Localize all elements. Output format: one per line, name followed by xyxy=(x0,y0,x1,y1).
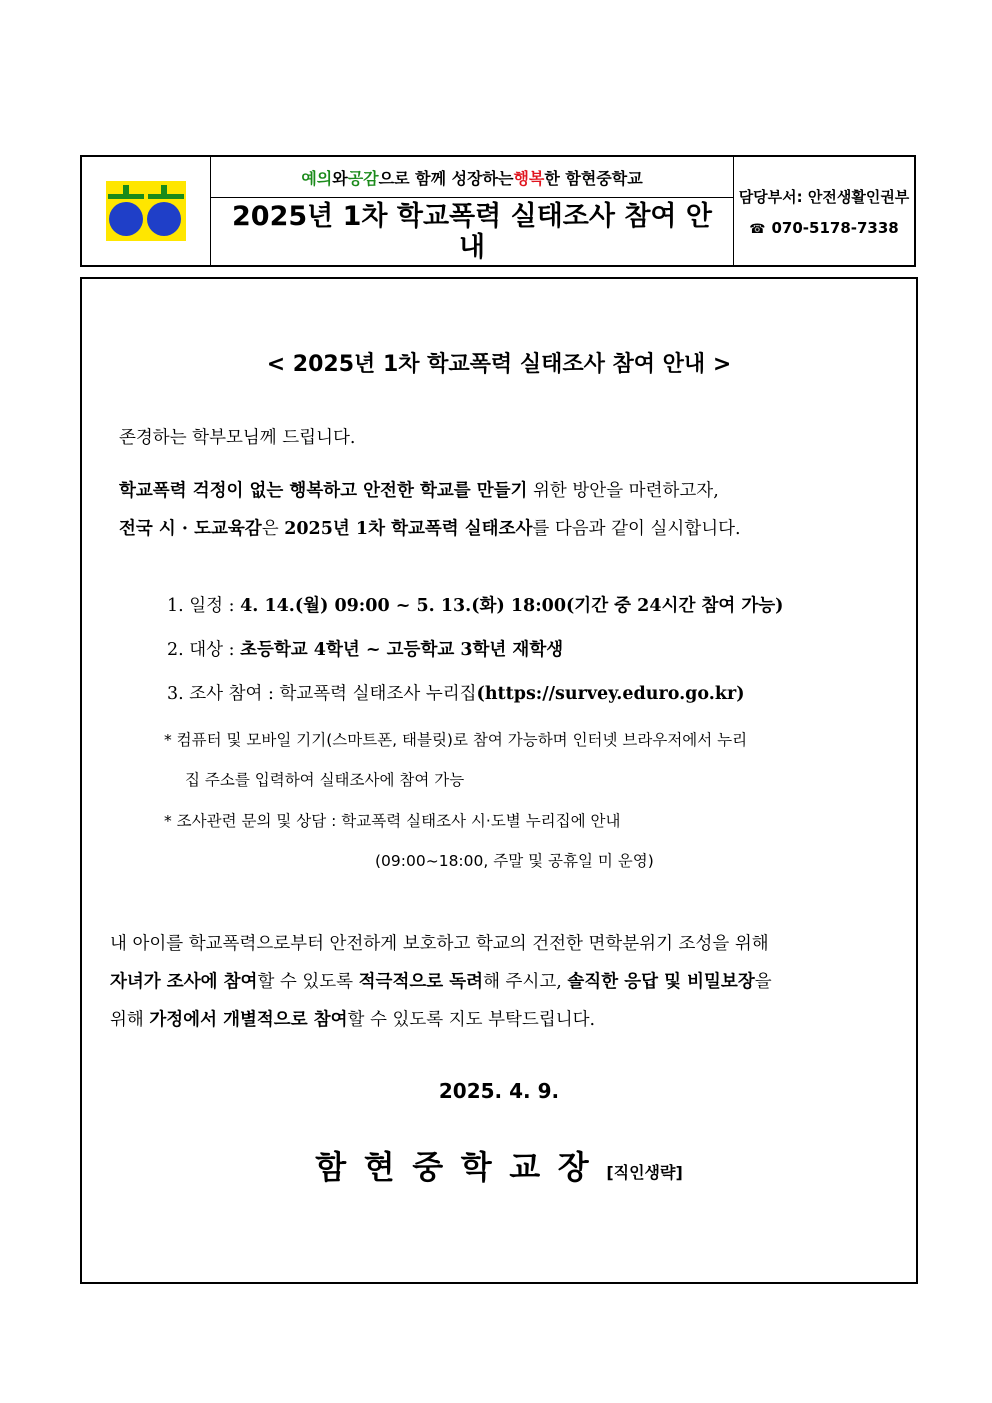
schedule-item xyxy=(167,592,783,617)
text: 할 수 있도록 지도 부탁드립니다. xyxy=(347,1010,596,1030)
note-line: (09:00~18:00, 주말 및 공휴일 미 운영) xyxy=(375,852,654,870)
text: 을 xyxy=(754,972,772,992)
note-line: * 조사관련 문의 및 상담 : 학교폭력 실태조사 시·도별 누리집에 안내 xyxy=(164,812,621,830)
item-value: 4. 14.(월) 09:00 ~ 5. 13.(화) 18:00(기간 중 24시간 참여 가능) xyxy=(240,596,784,616)
text: 은 xyxy=(261,519,285,539)
school-logo xyxy=(106,181,186,241)
header-table xyxy=(80,155,916,267)
closing-line: 내 아이를 학교폭력으로부터 안전하게 보호하고 학교의 건전한 면학분위기 조성을 위해 xyxy=(110,934,769,954)
phone-row xyxy=(749,219,898,237)
text: 를 다음과 같이 실시합니다. xyxy=(532,519,741,539)
notice-date: 2025. 4. 9. xyxy=(438,1079,560,1103)
note-line: 집 주소를 입력하여 실태조사에 참여 가능 xyxy=(185,771,465,789)
item-value: 초등학교 4학년 ~ 고등학교 3학년 재학생 xyxy=(240,640,564,660)
text: 위해 xyxy=(110,1010,150,1030)
emphasis: 2025년 1차 학교폭력 실태조사 xyxy=(284,519,533,539)
closing-line xyxy=(110,968,772,993)
school-motto xyxy=(211,157,733,198)
motto-part: 예의 xyxy=(301,168,333,188)
greeting: 존경하는 학부모님께 드립니다. xyxy=(119,428,356,448)
logo-text: 함우 xyxy=(146,239,148,240)
motto-part: 으로 함께 성장하는 xyxy=(378,168,514,188)
text: 위한 방안을 마련하고자, xyxy=(527,481,719,501)
logo-cell xyxy=(82,157,211,265)
closing-line xyxy=(110,1006,595,1031)
item-label: 1. 일정 : xyxy=(167,596,241,616)
emphasis: 자녀가 조사에 참여 xyxy=(110,972,258,992)
text: 할 수 있도록 xyxy=(257,972,359,992)
target-item xyxy=(167,636,563,661)
note-line: * 컴퓨터 및 모바일 기기(스마트폰, 태블릿)로 참여 가능하며 인터넷 브라우저에서 누리 xyxy=(164,731,748,749)
seal-omitted-note: [직인생략] xyxy=(606,1163,683,1182)
motto-part: 행복 xyxy=(513,168,545,188)
notice-heading: < 2025년 1차 학교폭력 실태조사 참여 안내 > xyxy=(266,352,732,377)
emphasis: 적극적으로 독려 xyxy=(358,972,484,992)
emphasis: 솔직한 응답 및 비밀보장 xyxy=(567,972,755,992)
contact-cell xyxy=(734,157,914,265)
signature-block xyxy=(82,1142,916,1188)
motto-part: 한 함현중학교 xyxy=(544,168,643,188)
text: 해 주시고, xyxy=(483,972,568,992)
motto-part: 공감 xyxy=(347,168,379,188)
motto-part: 와 xyxy=(332,168,348,188)
principal-signature: 함현중학교장 xyxy=(315,1148,607,1186)
item-label: 3. 조사 참여 : 학교폭력 실태조사 누리집 xyxy=(167,684,477,704)
document-title: 2025년 1차 학교폭력 실태조사 참여 안내 xyxy=(232,200,712,263)
department: 담당부서: 안전생활인권부 xyxy=(738,187,910,206)
notice-body xyxy=(80,277,918,1284)
paragraph-line xyxy=(119,477,719,502)
emphasis: 학교폭력 걱정이 없는 행복하고 안전한 학교를 만들기 xyxy=(119,481,528,501)
paragraph-line xyxy=(119,515,741,540)
title-cell xyxy=(211,157,734,265)
emphasis: 전국 시 · 도교육감 xyxy=(119,519,262,539)
emphasis: 가정에서 개별적으로 참여 xyxy=(149,1010,348,1030)
item-label: 2. 대상 : xyxy=(167,640,241,660)
phone-number: 070-5178-7338 xyxy=(771,218,899,237)
survey-url: (https://survey.eduro.go.kr) xyxy=(476,684,745,704)
phone-icon: ☎ xyxy=(749,221,766,237)
participation-item xyxy=(167,680,745,705)
